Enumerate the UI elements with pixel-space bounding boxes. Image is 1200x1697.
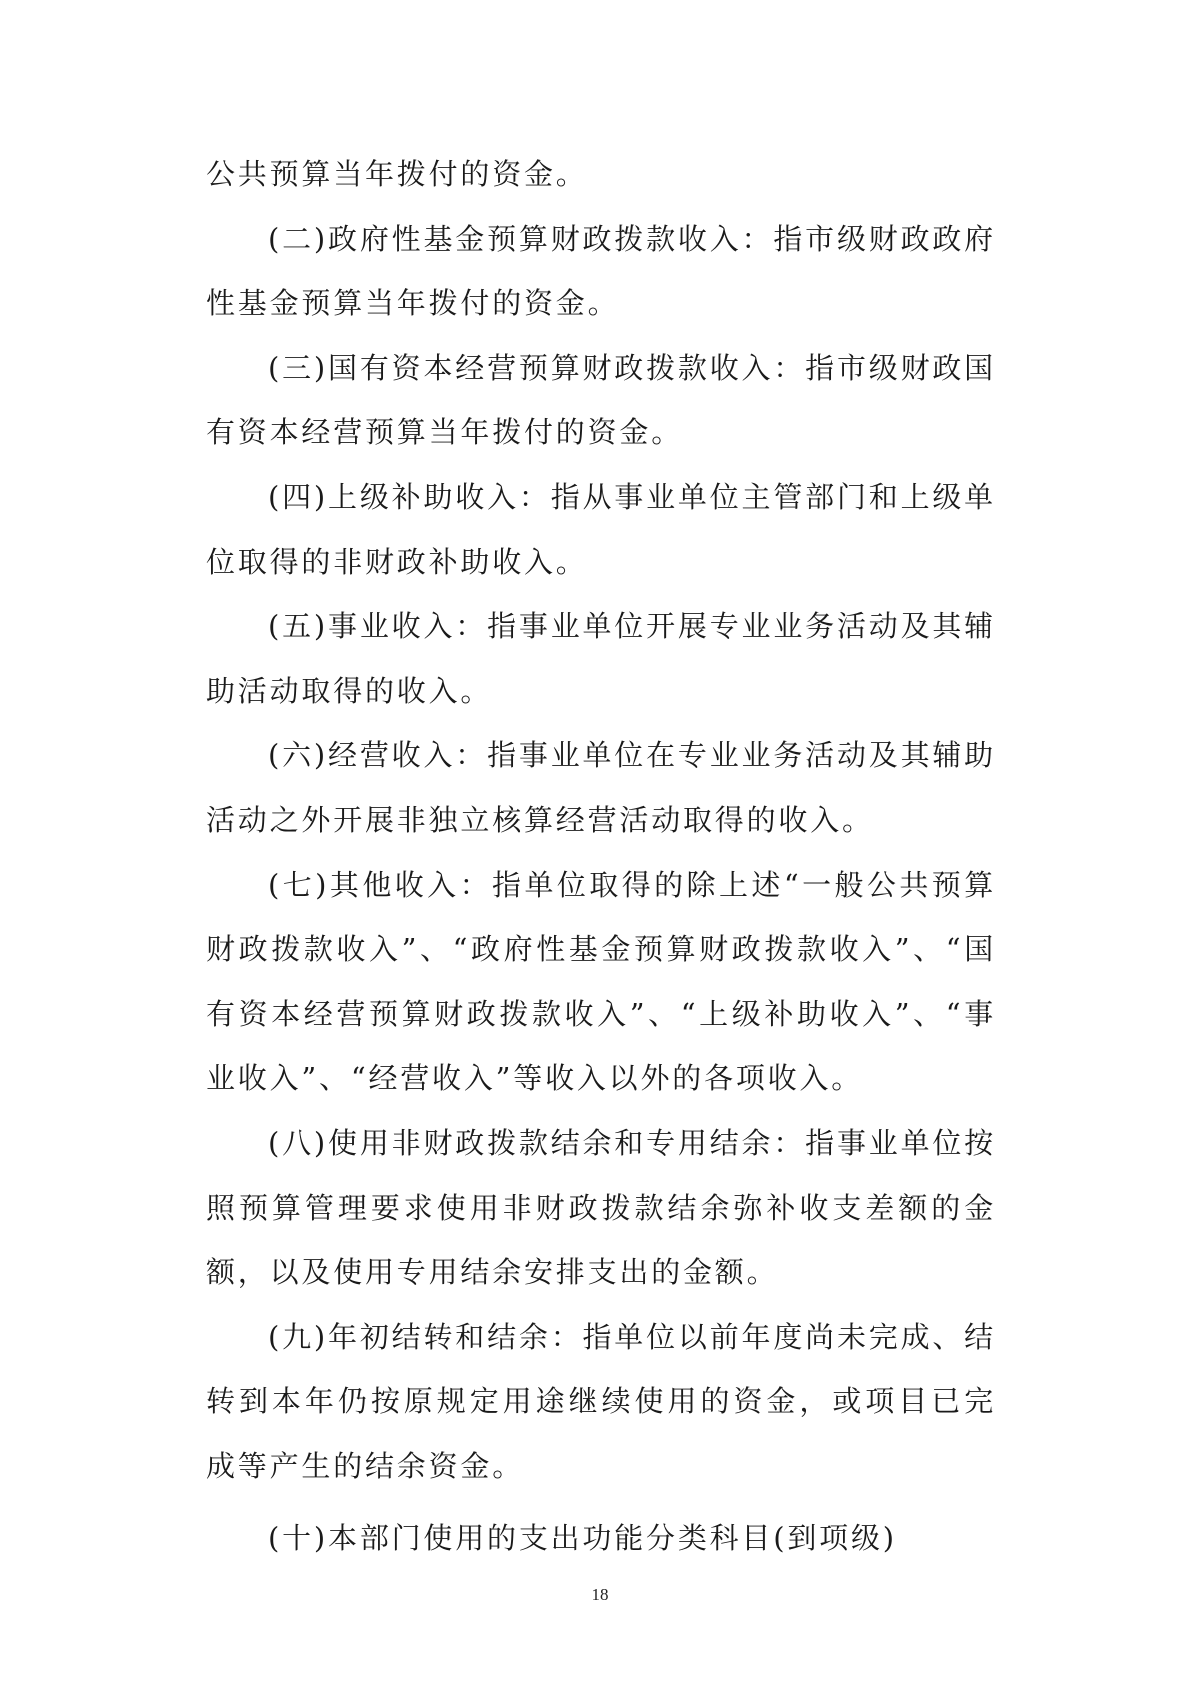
body-text <box>206 142 996 1571</box>
paragraph-item-2: (二)政府性基金预算财政拨款收入：指市级财政政府性基金预算当年拨付的资金。 <box>206 221 996 321</box>
paragraph-item-5: (五)事业收入：指事业单位开展专业业务活动及其辅助活动取得的收入。 <box>206 609 996 708</box>
page-number: 18 <box>591 1585 609 1604</box>
paragraph-item-8: (八)使用非财政拨款结余和专用结余：指事业单位按照预算管理要求使用非财政拨款结余弥补收支差额的金额，以及使用专用结余安排支出的金额。 <box>206 1125 996 1290</box>
paragraph-item-6: (六)经营收入：指事业单位在专业业务活动及其辅助活动之外开展非独立核算经营活动取得的收入。 <box>206 738 996 837</box>
paragraph-item-3: (三)国有资本经营预算财政拨款收入：指市级财政国有资本经营预算当年拨付的资金。 <box>206 350 996 450</box>
paragraph-item-9: (九)年初结转和结余：指单位以前年度尚未完成、结转到本年仍按原规定用途继续使用的资金，或项目已完成等产生的结余资金。 <box>206 1319 996 1483</box>
paragraph-item-7: (七)其他收入：指单位取得的除上述“一般公共预算财政拨款收入”、“政府性基金预算财政拨款收入”、“国有资本经营预算财政拨款收入”、“上级补助收入”、“事业收入”、“经营收入”等收入以外的各项收入。 <box>206 867 996 1096</box>
paragraph-item-10: (十)本部门使用的支出功能分类科目(到项级) <box>268 1521 897 1556</box>
paragraph-item-4: (四)上级补助收入：指从事业单位主管部门和上级单位取得的非财政补助收入。 <box>206 479 996 579</box>
paragraph-continuation: 公共预算当年拨付的资金。 <box>206 157 588 191</box>
